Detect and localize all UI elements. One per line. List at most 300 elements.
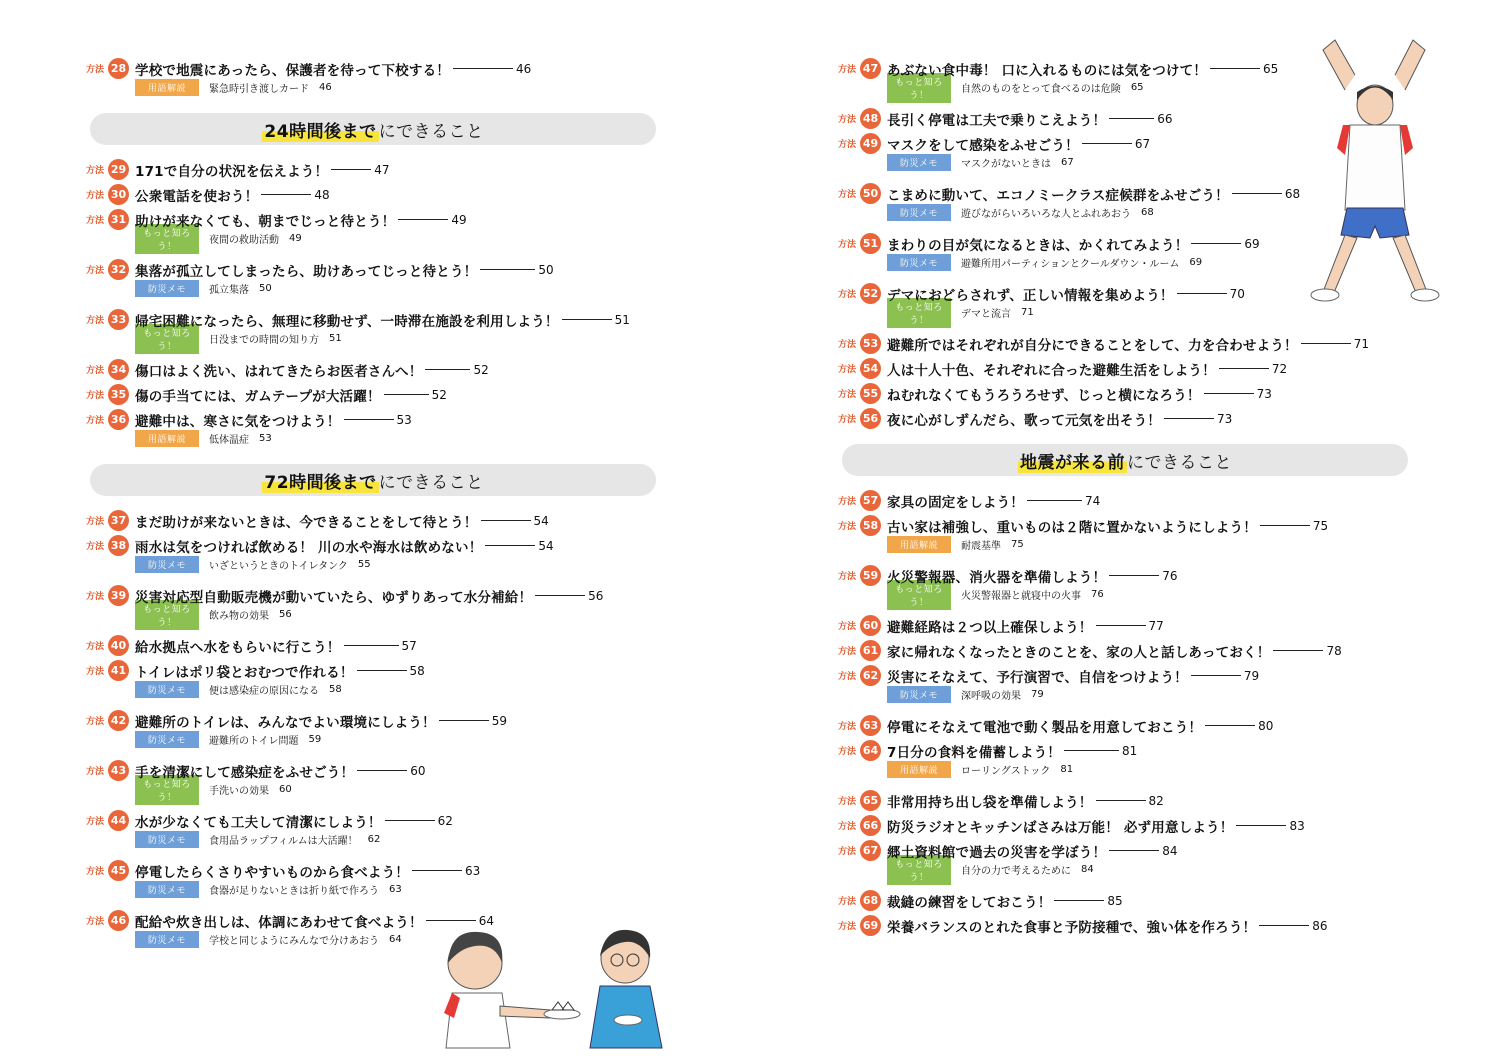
item-title: 家具の固定をしよう！: [887, 494, 1024, 511]
page-number: 47: [374, 162, 390, 177]
sub-title: 遊びながらいろいろな人とふれあおう: [961, 209, 1131, 220]
page-number: 66: [1157, 111, 1173, 126]
method-tag: 方法: [86, 542, 105, 552]
sub-badge: もっと知ろう！: [135, 775, 199, 805]
leader-line: [1109, 118, 1154, 119]
method-number-badge: 48: [860, 108, 881, 129]
sub-title: 低体温症: [209, 435, 249, 446]
leader-line: [1210, 68, 1260, 69]
item-title: 手を清潔にして感染症をふせごう！: [135, 764, 355, 781]
method-tag: 方法: [86, 667, 105, 677]
method-number-badge: 52: [860, 283, 881, 304]
item-title: 古い家は補強し、重いものは２階に置かないようにしよう！: [887, 519, 1257, 536]
page-number: 48: [314, 187, 330, 202]
sub-badge: 防災メモ: [135, 681, 199, 698]
leader-line: [1027, 500, 1082, 501]
item-title: まだ助けが来ないときは、今できることをして待とう！: [135, 514, 478, 531]
sub-badge: 用語解説: [135, 79, 199, 96]
sub-page-number: 71: [1021, 307, 1034, 318]
method-tag: 方法: [838, 140, 857, 150]
leader-line: [1191, 675, 1241, 676]
method-number-badge: 33: [108, 309, 129, 330]
toc-item[interactable]: [86, 633, 666, 658]
page-number: 86: [1312, 918, 1328, 933]
toc-item[interactable]: [86, 357, 666, 382]
page-number: 49: [451, 212, 467, 227]
kids-sharing-food-illustration: [440, 918, 670, 1053]
item-title: 水が少なくても工夫して清潔にしよう！: [135, 814, 382, 831]
item-title: 避難所ではそれぞれが自分にできることをして、力を合わせよう！: [887, 337, 1298, 354]
method-tag: 方法: [838, 365, 857, 375]
leader-line: [1109, 575, 1159, 576]
section-heading: [90, 113, 656, 145]
sub-badge: もっと知ろう！: [135, 600, 199, 630]
page-number: 68: [1284, 186, 1301, 201]
toc-item[interactable]: [838, 813, 1418, 838]
leader-line: [439, 720, 489, 721]
page-number: 75: [1312, 518, 1329, 533]
sub-page-number: 84: [1081, 864, 1094, 875]
sub-badge: 用語解説: [887, 536, 951, 553]
page-number: 52: [431, 387, 447, 402]
method-tag: 方法: [86, 767, 105, 777]
page-number: 65: [1263, 61, 1279, 76]
toc-item[interactable]: [86, 307, 666, 332]
method-number-badge: 41: [108, 660, 129, 681]
method-number-badge: 32: [108, 259, 129, 280]
section-heading-highlight: 24時間後まで: [262, 117, 378, 142]
page-number: 54: [533, 513, 549, 528]
method-number-badge: 55: [860, 383, 881, 404]
page-number: 53: [396, 412, 412, 427]
toc-item[interactable]: [838, 563, 1418, 588]
sub-page-number: 49: [289, 233, 302, 244]
method-tag: 方法: [86, 191, 105, 201]
sub-badge: もっと知ろう！: [887, 855, 951, 885]
toc-item[interactable]: [838, 331, 1418, 356]
method-number-badge: 29: [108, 159, 129, 180]
sub-title: 手洗いの効果: [209, 786, 269, 797]
method-number-badge: 47: [860, 58, 881, 79]
method-number-badge: 58: [860, 515, 881, 536]
method-tag: 方法: [838, 672, 857, 682]
item-title: 火災警報器、消火器を準備しよう！: [887, 569, 1107, 586]
sub-title: 火災警報器と就寝中の火事: [961, 591, 1081, 602]
sub-badge: もっと知ろう！: [887, 580, 951, 610]
toc-item[interactable]: [838, 913, 1418, 938]
section-heading-highlight: 地震が来る前: [1018, 448, 1127, 473]
section-heading-rest: にできること: [1127, 452, 1232, 473]
method-tag: 方法: [86, 817, 105, 827]
toc-item[interactable]: [838, 738, 1418, 763]
method-tag: 方法: [838, 390, 857, 400]
sub-badge: 防災メモ: [887, 686, 951, 703]
method-number-badge: 40: [108, 635, 129, 656]
method-tag: 方法: [838, 922, 857, 932]
method-number-badge: 46: [108, 910, 129, 931]
method-number-badge: 56: [860, 408, 881, 429]
method-number-badge: 67: [860, 840, 881, 861]
method-number-badge: 69: [860, 915, 881, 936]
method-number-badge: 43: [108, 760, 129, 781]
leader-line: [1260, 525, 1310, 526]
sub-page-number: 79: [1031, 689, 1044, 700]
sub-badge: 防災メモ: [887, 254, 951, 271]
page-number: 71: [1353, 336, 1370, 351]
item-title: ねむれなくてもうろうろせず、じっと横になろう！: [887, 387, 1201, 404]
leader-line: [1064, 750, 1119, 751]
sub-title: 食用品ラップフィルムは大活躍！: [209, 836, 358, 847]
method-tag: 方法: [86, 216, 105, 226]
method-number-badge: 61: [860, 640, 881, 661]
method-tag: 方法: [838, 415, 857, 425]
page-number: 54: [538, 538, 554, 553]
item-title: 助けが来なくても、朝までじっと待とう！: [135, 213, 396, 230]
method-number-badge: 45: [108, 860, 129, 881]
sub-badge: 防災メモ: [135, 831, 199, 848]
leader-line: [1232, 193, 1282, 194]
sub-title: 自然のものをとって食べるのは危険: [961, 84, 1121, 95]
sub-badge: もっと知ろう！: [135, 224, 199, 254]
item-title: 停電したらくさりやすいものから食べよう！: [135, 864, 409, 881]
item-title: こまめに動いて、エコノミークラス症候群をふせごう！: [887, 187, 1229, 204]
item-title: 長引く停電は工夫で乗りこえよう！: [887, 112, 1107, 129]
toc-item[interactable]: [86, 157, 666, 182]
method-tag: 方法: [86, 717, 105, 727]
method-tag: 方法: [86, 592, 105, 602]
toc-item[interactable]: [86, 583, 666, 608]
sub-title: 食器が足りないときは折り紙で作ろう: [209, 886, 379, 897]
method-tag: 方法: [86, 517, 105, 527]
page-number: 85: [1107, 893, 1123, 908]
toc-item[interactable]: [838, 638, 1418, 663]
leader-line: [535, 595, 585, 596]
sub-page-number: 50: [259, 283, 272, 294]
sub-page-number: 55: [357, 559, 371, 570]
leader-line: [344, 645, 399, 646]
leader-line: [1177, 293, 1227, 294]
item-title: 栄養バランスのとれた食事と予防接種で、強い体を作ろう！: [887, 919, 1257, 936]
method-number-badge: 65: [860, 790, 881, 811]
leader-line: [1109, 850, 1159, 851]
sub-page-number: 60: [279, 784, 292, 795]
section-heading-rest: にできること: [378, 121, 484, 142]
item-title: 夜に心がしずんだら、歌って元気を出そう！: [887, 412, 1161, 429]
item-title: マスクをして感染をふせごう！: [887, 137, 1079, 154]
sub-title: 孤立集落: [209, 285, 249, 296]
item-title: トイレはポリ袋とおむつで作れる！: [135, 664, 354, 681]
toc-item[interactable]: [838, 788, 1418, 813]
method-tag: 方法: [838, 747, 857, 757]
sub-title: マスクがないときは: [961, 159, 1051, 170]
sub-page-number: 75: [1011, 539, 1024, 550]
page-number: 63: [465, 863, 481, 878]
sub-title: 便は感染症の原因になる: [209, 686, 319, 697]
method-tag: 方法: [838, 65, 857, 75]
method-tag: 方法: [838, 897, 857, 907]
sub-page-number: 46: [319, 82, 332, 93]
leader-line: [385, 820, 435, 821]
sub-badge: もっと知ろう！: [887, 298, 951, 328]
method-tag: 方法: [86, 867, 105, 877]
item-title: 171で自分の状況を伝えよう！: [135, 163, 329, 180]
item-title: デマにおどらされず、正しい情報を集めよう！: [887, 287, 1174, 304]
sub-page-number: 64: [389, 934, 402, 945]
sub-page-number: 81: [1060, 764, 1074, 775]
item-title: まわりの目が気になるときは、かくれてみよう！: [887, 237, 1189, 254]
method-tag: 方法: [838, 647, 857, 657]
sub-title: 避難所用パーティションとクールダウン・ルーム: [961, 259, 1180, 270]
sub-page-number: 69: [1189, 257, 1203, 268]
page-number: 60: [410, 763, 426, 778]
item-title: 学校で地震にあったら、保護者を待って下校する！: [135, 62, 450, 79]
method-tag: 方法: [86, 366, 105, 376]
method-tag: 方法: [86, 391, 105, 401]
toc-item[interactable]: [86, 382, 666, 407]
method-tag: 方法: [86, 642, 105, 652]
sub-title: デマと流言: [961, 309, 1011, 320]
toc-item[interactable]: [838, 838, 1418, 863]
page-number: 56: [588, 588, 604, 603]
item-title: 郷土資料館で過去の災害を学ぼう！: [887, 844, 1107, 861]
page-number: 82: [1148, 793, 1164, 808]
leader-line: [398, 219, 448, 220]
sub-title: 日没までの時間の知り方: [209, 335, 319, 346]
toc-item[interactable]: [86, 508, 666, 533]
sub-badge: 防災メモ: [135, 881, 199, 898]
page-number: 72: [1271, 361, 1288, 376]
method-number-badge: 49: [860, 133, 881, 154]
method-tag: 方法: [838, 822, 857, 832]
toc-item[interactable]: [838, 356, 1418, 381]
method-tag: 方法: [838, 290, 857, 300]
item-title: 裁縫の練習をしておこう！: [887, 894, 1052, 911]
page-number: 57: [401, 638, 417, 653]
method-number-badge: 39: [108, 585, 129, 606]
page-number: 77: [1148, 618, 1164, 633]
leader-line: [562, 319, 612, 320]
toc-item[interactable]: [838, 406, 1418, 431]
sub-title: いざというときのトイレタンク: [209, 561, 348, 572]
leader-line: [1082, 143, 1132, 144]
method-tag: 方法: [838, 522, 857, 532]
page-number: 69: [1244, 236, 1260, 251]
sub-page-number: 59: [308, 734, 322, 745]
leader-line: [1096, 800, 1146, 801]
item-title: 家に帰れなくなったときのことを、家の人と話しあっておく！: [887, 644, 1271, 661]
method-number-badge: 34: [108, 359, 129, 380]
sub-page-number: 58: [329, 684, 342, 695]
leader-line: [1204, 393, 1254, 394]
page-number: 81: [1122, 743, 1138, 758]
item-title: 避難中は、寒さに気をつけよう！: [135, 413, 341, 430]
method-number-badge: 62: [860, 665, 881, 686]
toc-item[interactable]: [86, 207, 666, 232]
leader-line: [1164, 418, 1214, 419]
section-heading: [90, 464, 656, 496]
toc-item[interactable]: [86, 708, 666, 733]
item-title: 避難経路は２つ以上確保しよう！: [887, 619, 1093, 636]
method-tag: 方法: [838, 847, 857, 857]
item-title: 災害にそなえて、予行演習で、自信をつけよう！: [887, 669, 1188, 686]
item-title: あぶない食中毒！ 口に入れるものには気をつけて！: [887, 62, 1207, 79]
toc-item[interactable]: [86, 758, 666, 783]
sub-badge: 防災メモ: [135, 280, 199, 297]
method-number-badge: 54: [860, 358, 881, 379]
method-tag: 方法: [838, 190, 857, 200]
page-number: 50: [538, 262, 554, 277]
sub-badge: 防災メモ: [135, 731, 199, 748]
leader-line: [1191, 243, 1241, 244]
method-tag: 方法: [838, 797, 857, 807]
toc-item[interactable]: [86, 533, 666, 558]
stretching-boy-illustration: [1305, 30, 1445, 305]
sub-page-number: 63: [389, 884, 402, 895]
sub-page-number: 68: [1141, 207, 1154, 218]
method-number-badge: 42: [108, 710, 129, 731]
sub-page-number: 67: [1061, 157, 1074, 168]
leader-line: [1273, 650, 1323, 651]
leader-line: [480, 269, 535, 270]
method-tag: 方法: [838, 340, 857, 350]
toc-item[interactable]: [838, 888, 1418, 913]
item-title: 配給や炊き出しは、体調にあわせて食べよう！: [135, 914, 423, 931]
leader-line: [1236, 825, 1286, 826]
item-title: 給水拠点へ水をもらいに行こう！: [135, 639, 341, 656]
page-number: 62: [437, 813, 453, 828]
method-tag: 方法: [86, 416, 105, 426]
method-number-badge: 35: [108, 384, 129, 405]
leader-line: [1301, 343, 1351, 344]
method-number-badge: 66: [860, 815, 881, 836]
sub-page-number: 65: [1130, 82, 1144, 93]
sub-page-number: 56: [279, 609, 292, 620]
method-tag: 方法: [86, 65, 105, 75]
sub-page-number: 62: [367, 834, 381, 845]
sub-page-number: 51: [329, 333, 342, 344]
sub-badge: もっと知ろう！: [887, 73, 951, 103]
page-number: 78: [1326, 643, 1342, 658]
page-number: 67: [1134, 136, 1151, 151]
method-number-badge: 57: [860, 490, 881, 511]
sub-title: 学校と同じようにみんなで分けあおう: [209, 936, 379, 947]
toc-item[interactable]: [86, 182, 666, 207]
page-number: 64: [478, 913, 494, 928]
leader-line: [331, 169, 371, 170]
page-number: 51: [614, 312, 630, 327]
item-title: 避難所のトイレは、みんなでよい環境にしよう！: [135, 714, 436, 731]
item-title: 災害対応型自動販売機が動いていたら、ゆずりあって水分補給！: [135, 589, 533, 606]
leader-line: [1259, 925, 1309, 926]
toc-item[interactable]: [86, 808, 666, 833]
page-number: 52: [473, 362, 489, 377]
section-heading: [842, 444, 1408, 476]
toc-item[interactable]: [838, 513, 1418, 538]
item-title: 人は十人十色、それぞれに合った避難生活をしよう！: [887, 362, 1216, 379]
item-title: 雨水は気をつければ飲める！ 川の水や海水は飲めない！: [135, 539, 483, 556]
method-number-badge: 38: [108, 535, 129, 556]
page-number: 76: [1162, 568, 1178, 583]
item-title: 停電にそなえて電池で動く製品を用意しておこう！: [887, 719, 1203, 736]
method-number-badge: 50: [860, 183, 881, 204]
toc-item[interactable]: [838, 663, 1418, 688]
sub-title: 自分の力で考えるために: [961, 866, 1071, 877]
method-tag: 方法: [838, 622, 857, 632]
toc-item[interactable]: [838, 381, 1418, 406]
page-number: 79: [1243, 668, 1260, 683]
toc-item[interactable]: [86, 658, 666, 683]
method-number-badge: 31: [108, 209, 129, 230]
page-number: 80: [1258, 718, 1274, 733]
item-title: 7日分の食料を備蓄しよう！: [887, 744, 1061, 761]
sub-badge: もっと知ろう！: [135, 324, 199, 354]
sub-badge: 防災メモ: [135, 931, 199, 948]
item-title: 非常用持ち出し袋を準備しよう！: [887, 794, 1093, 811]
method-number-badge: 60: [860, 615, 881, 636]
method-number-badge: 37: [108, 510, 129, 531]
method-number-badge: 63: [860, 715, 881, 736]
toc-item[interactable]: [838, 713, 1418, 738]
sub-badge: 用語解説: [887, 761, 951, 778]
sub-badge: 用語解説: [135, 430, 199, 447]
leader-line: [344, 419, 394, 420]
sub-badge: 防災メモ: [135, 556, 199, 573]
method-tag: 方法: [838, 497, 857, 507]
method-number-badge: 28: [108, 58, 129, 79]
leader-line: [412, 870, 462, 871]
sub-page-number: 76: [1091, 589, 1104, 600]
method-number-badge: 36: [108, 409, 129, 430]
item-title: 傷の手当てには、ガムテープが大活躍！: [135, 388, 381, 405]
toc-item[interactable]: [838, 613, 1418, 638]
leader-line: [425, 369, 470, 370]
leader-line: [384, 394, 429, 395]
method-tag: 方法: [838, 572, 857, 582]
page-number: 83: [1289, 818, 1305, 833]
method-number-badge: 30: [108, 184, 129, 205]
page-number: 59: [491, 713, 508, 728]
item-title: 防災ラジオとキッチンばさみは万能！ 必ず用意しよう！: [887, 819, 1234, 836]
method-tag: 方法: [86, 266, 105, 276]
method-number-badge: 68: [860, 890, 881, 911]
sub-title: 夜間の救助活動: [209, 235, 279, 246]
method-tag: 方法: [838, 115, 857, 125]
method-tag: 方法: [86, 166, 105, 176]
sub-page-number: 53: [259, 433, 272, 444]
page-number: 70: [1229, 286, 1245, 301]
toc-item[interactable]: [86, 257, 666, 282]
method-number-badge: 64: [860, 740, 881, 761]
method-tag: 方法: [838, 722, 857, 732]
page-number: 84: [1162, 843, 1178, 858]
toc-item[interactable]: [86, 858, 666, 883]
sub-title: 避難所のトイレ問題: [209, 736, 299, 747]
item-title: 公衆電話を使おう！: [135, 188, 259, 205]
sub-badge: 防災メモ: [887, 154, 951, 171]
toc-item[interactable]: [86, 407, 666, 432]
sub-title: 飲み物の効果: [209, 611, 269, 622]
sub-badge: 防災メモ: [887, 204, 951, 221]
page-number: 73: [1217, 411, 1233, 426]
item-title: 集落が孤立してしまったら、助けあってじっと待とう！: [135, 263, 478, 280]
section-heading-rest: にできること: [378, 472, 484, 493]
page-number: 46: [515, 61, 532, 76]
method-number-badge: 59: [860, 565, 881, 586]
item-title: 傷口はよく洗い、はれてきたらお医者さんへ！: [135, 363, 423, 380]
toc-item[interactable]: [86, 56, 666, 81]
toc-item[interactable]: [838, 488, 1418, 513]
page-number: 74: [1085, 493, 1101, 508]
